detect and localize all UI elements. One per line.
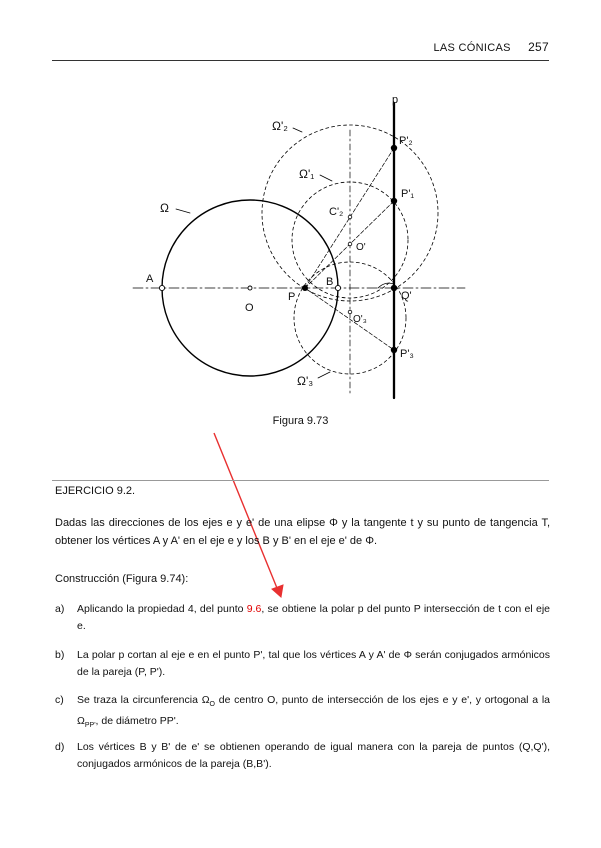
label-o3: O'₃: [353, 314, 367, 325]
point-p2: [391, 145, 397, 151]
construction-heading: Construcción (Figura 9.74):: [55, 573, 189, 585]
label-o: O: [245, 302, 254, 314]
exercise-title: EJERCICIO 9.2.: [55, 485, 136, 497]
label-omega: Ω: [160, 201, 169, 215]
label-pp: P: [288, 291, 296, 303]
leader-omega: [176, 209, 190, 213]
reference-link-9-6[interactable]: 9.6: [246, 603, 262, 615]
item-label: d): [55, 741, 65, 753]
item-label: a): [55, 603, 65, 615]
list-item-c: [55, 692, 550, 734]
figure-caption: Figura 9.73: [272, 415, 329, 427]
label-o-prime: O': [356, 242, 366, 253]
item-text: La polar p cortan al eje e en el punto P', tal que los vértices A y A' de Φ serán conjugados armónicos de la pareja (P, P').: [77, 649, 550, 678]
label-omega-2: Ω'₂: [272, 119, 288, 133]
exercise-statement: Dadas las direcciones de los ejes e y e' de una elipse Φ y la tangente t y su punto de tangencia T, obtener los vértices A y A' en el eje e y los B y B' en el eje e' de Φ.: [55, 517, 550, 547]
item-label: c): [55, 694, 64, 706]
leader-omega-1: [320, 175, 332, 181]
point-q: [391, 285, 397, 291]
point-p3: [391, 347, 397, 353]
point-p1: [391, 198, 397, 204]
section-divider: [52, 480, 549, 481]
label-p: p: [392, 94, 399, 106]
list-item-d: [55, 739, 550, 773]
item-text: Los vértices B y B' de e' se obtienen operando de igual manera con la pareja de puntos (Q,Q'), conjugados armónicos de la pareja (B,B').: [77, 741, 550, 770]
point-a: [159, 285, 164, 290]
section-title: LAS CÓNICAS: [433, 42, 511, 54]
page-number: 257: [528, 40, 549, 54]
line-p-p3: [305, 288, 394, 350]
label-q: Q': [401, 290, 412, 302]
label-omega-1: Ω'₁: [299, 167, 315, 181]
item-text: Se traza la circunferencia $\Omega_O$ de centro O, punto de intersección de los ejes e y e', y ortogonal a la $\Omega_{PP'}$, de diámetro PP'.: [77, 694, 550, 730]
annotation-arrow-head: [272, 585, 283, 597]
label-a: A: [146, 273, 154, 285]
list-item-a: [55, 601, 550, 635]
label-p1: P'₁: [401, 188, 415, 200]
point-o3: [348, 310, 352, 314]
label-b: B: [326, 276, 334, 288]
label-p3: P'₃: [400, 348, 414, 360]
item-text: Aplicando la propiedad 4, del punto 9.6, se obtiene la polar p del punto P intersección de t con el eje e.: [77, 603, 550, 632]
point-o: [248, 286, 252, 290]
point-c2: [348, 215, 352, 219]
point-b: [335, 285, 340, 290]
label-omega-3: Ω'₃: [297, 374, 314, 388]
leader-omega-2: [293, 128, 302, 132]
label-p2: P'₂: [399, 135, 413, 147]
list-item-b: [55, 647, 550, 681]
annotation-arrow-shaft: [214, 433, 279, 593]
point-o-prime: [348, 242, 352, 246]
point-pp: [302, 285, 308, 291]
item-label: b): [55, 649, 65, 661]
label-c2: C'₂: [329, 206, 344, 218]
leader-omega-3: [318, 372, 330, 378]
